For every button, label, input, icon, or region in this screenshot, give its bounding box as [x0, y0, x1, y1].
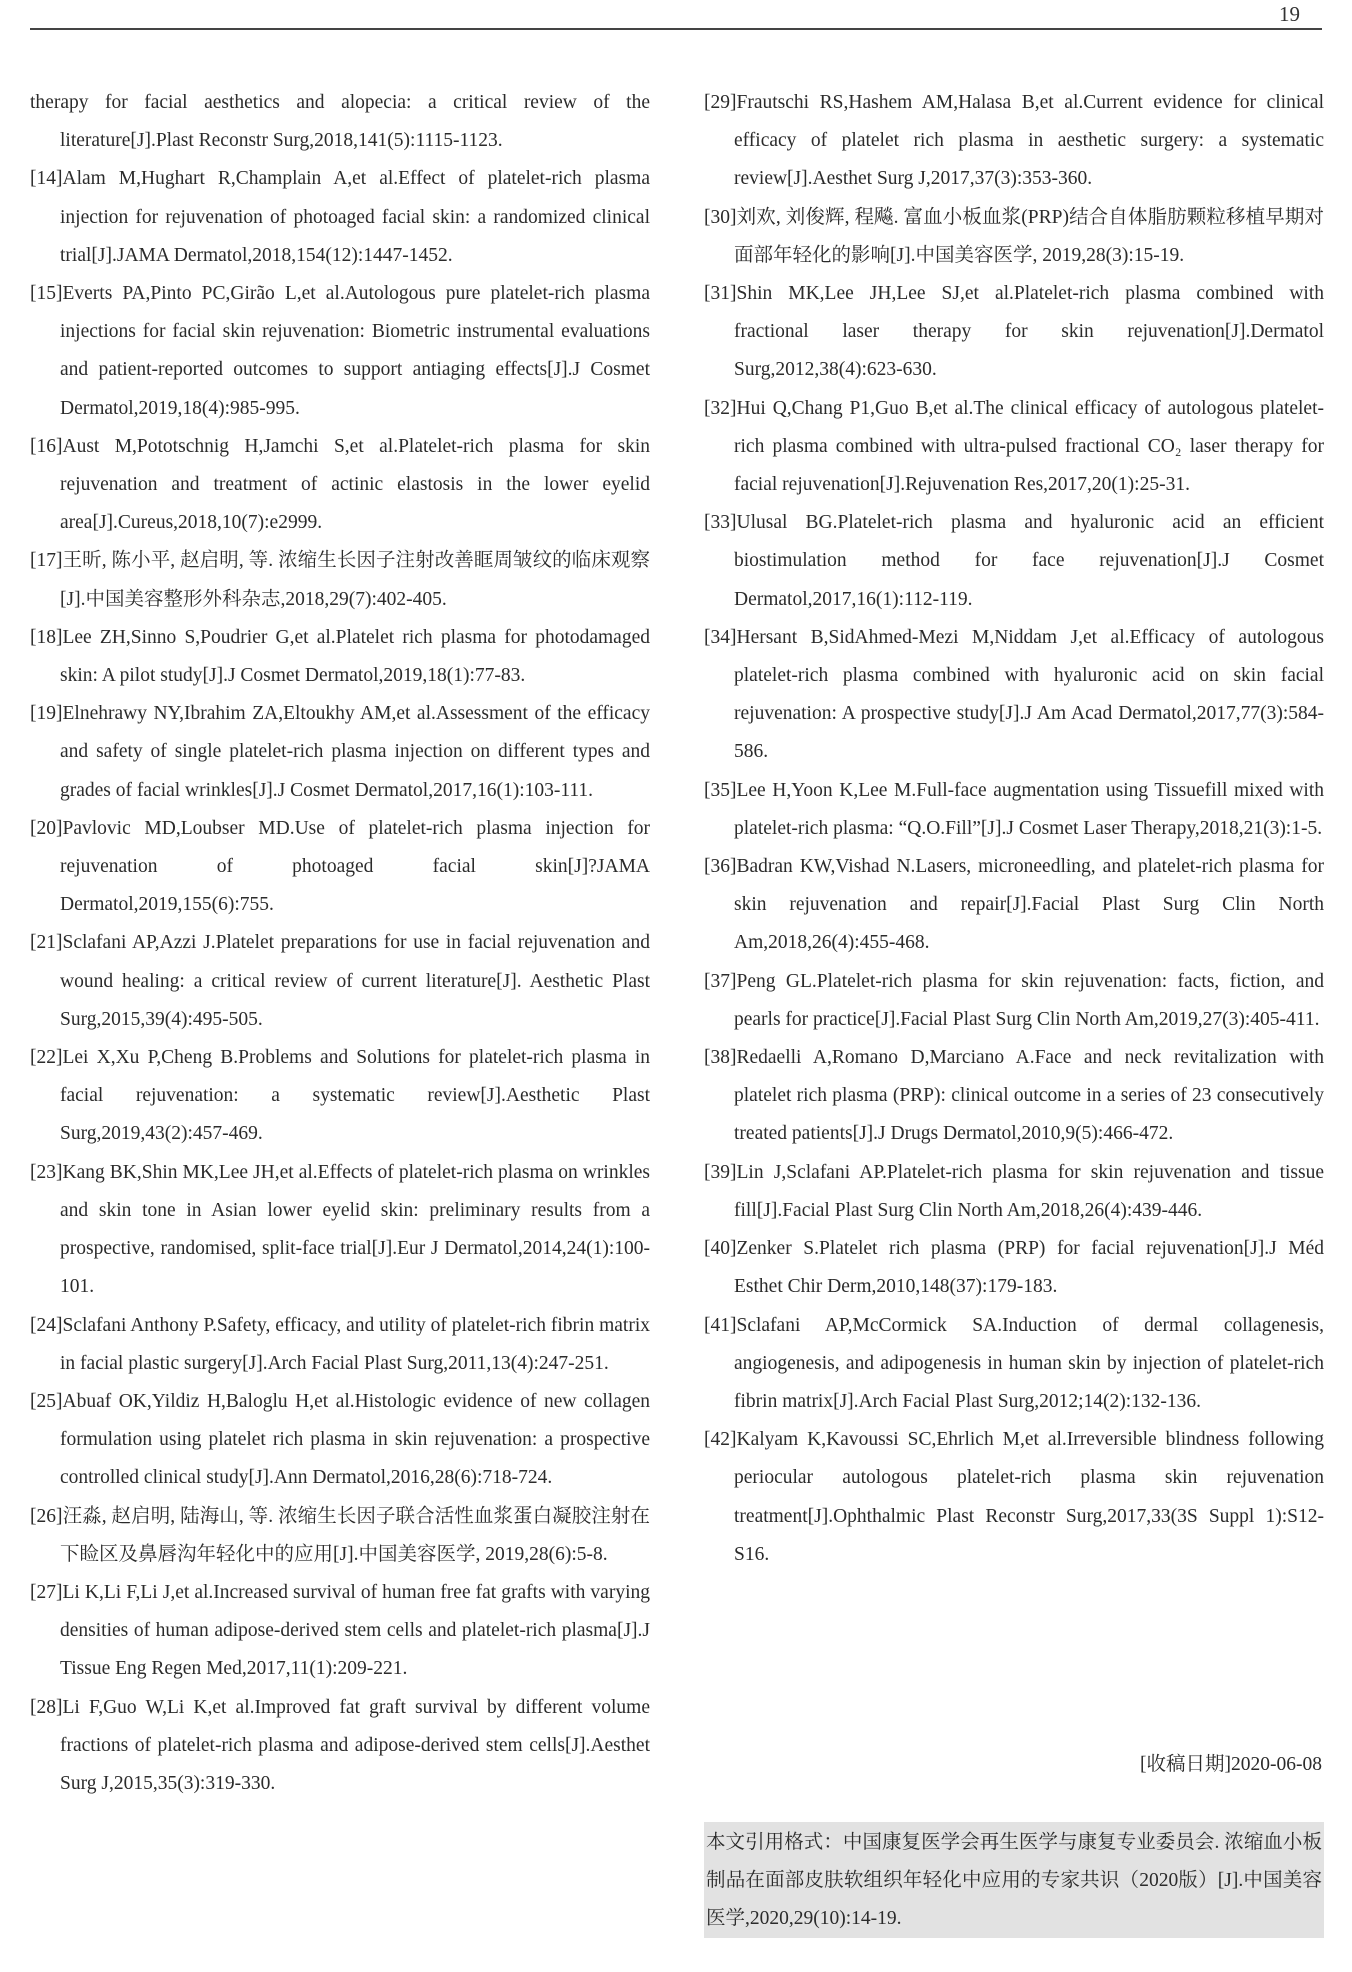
references-left-column [30, 84, 650, 1803]
received-date: [收稿日期]2020-06-08 [1140, 1754, 1322, 1775]
reference-40: [40]Zenker S.Platelet rich plasma (PRP) for facial rejuvenation[J].J Méd Esthet Chir Derm,2010,148(37):179-183. [704, 1238, 1324, 1298]
citation-format-box [704, 1822, 1324, 1938]
reference-35: [35]Lee H,Yoon K,Lee M.Full-face augmentation using Tissuefill mixed with platelet-rich plasma: “Q.O.Fill”[J].J Cosmet Laser Therapy,2018,21(3):1-5. [704, 779, 1324, 839]
reference-29: [29]Frautschi RS,Hashem AM,Halasa B,et al.Current evidence for clinical efficacy of platelet rich plasma in aesthetic surgery: a systematic review[J].Aesthet Surg J,2017,37(3):353-360. [704, 92, 1324, 190]
header-rule [30, 28, 1322, 30]
reference-32: [32]Hui Q,Chang P1,Guo B,et al.The clinical efficacy of autologous platelet-rich plasma combined with ultra-pulsed fractional CO₂ laser therapy for facial rejuvenation[J].Rejuvenation Res,2017,20(1):25-31. [704, 397, 1324, 496]
reference-37: [37]Peng GL.Platelet-rich plasma for skin rejuvenation: facts, fiction, and pearls for practice[J].Facial Plast Surg Clin North Am,2019,27(3):405-411. [704, 970, 1324, 1030]
reference-26: [26]汪淼, 赵启明, 陆海山, 等. 浓缩生长因子联合活性血浆蛋白凝胶注射在下睑区及鼻唇沟年轻化中的应用[J].中国美容医学, 2019,28(6):5-8. [30, 1505, 650, 1565]
reference-20: [20]Pavlovic MD,Loubser MD.Use of platelet-rich plasma injection for rejuvenation of photoaged facial skin[J]?JAMA Dermatol,2019,155(6):755. [30, 817, 650, 916]
reference-17: [17]王昕, 陈小平, 赵启明, 等. 浓缩生长因子注射改善眶周皱纹的临床观察[J].中国美容整形外科杂志,2018,29(7):402-405. [30, 550, 650, 610]
reference-34: [34]Hersant B,SidAhmed-Mezi M,Niddam J,et al.Efficacy of autologous platelet-rich plasma combined with hyaluronic acid on skin facial rejuvenation: A prospective study[J].J Am Acad Dermatol,2017,77(3):584-586. [704, 626, 1324, 763]
reference-38: [38]Redaelli A,Romano D,Marciano A.Face and neck revitalization with platelet rich plasma (PRP): clinical outcome in a series of 23 consecutively treated patients[J].J Drugs Dermatol,2010,9(5):466-472. [704, 1047, 1324, 1145]
reference-30: [30]刘欢, 刘俊辉, 程飚. 富血小板血浆(PRP)结合自体脂肪颗粒移植早期对面部年轻化的影响[J].中国美容医学, 2019,28(3):15-19. [704, 206, 1324, 266]
reference-18: [18]Lee ZH,Sinno S,Poudrier G,et al.Platelet rich plasma for photodamaged skin: A pilot study[J].J Cosmet Dermatol,2019,18(1):77-83. [30, 626, 650, 687]
reference-31: [31]Shin MK,Lee JH,Lee SJ,et al.Platelet-rich plasma combined with fractional laser therapy for skin rejuvenation[J].Dermatol Surg,2012,38(4):623-630. [704, 283, 1324, 381]
reference-23: [23]Kang BK,Shin MK,Lee JH,et al.Effects of platelet-rich plasma on wrinkles and skin tone in Asian lower eyelid skin: preliminary results from a prospective, randomised, split-face trial[J].Eur J Dermatol,2014,24(1):100-101. [30, 1161, 650, 1298]
reference-25: [25]Abuaf OK,Yildiz H,Baloglu H,et al.Histologic evidence of new collagen formulation using platelet rich plasma in skin rejuvenation: a prospective controlled clinical study[J].Ann Dermatol,2016,28(6):718-724. [30, 1390, 650, 1489]
reference-16: [16]Aust M,Pototschnig H,Jamchi S,et al.Platelet-rich plasma for skin rejuvenation and treatment of actinic elastosis in the lower eyelid area[J].Cureus,2018,10(7):e2999. [30, 435, 650, 534]
page-number: 19 [1279, 2, 1300, 26]
reference-33: [33]Ulusal BG.Platelet-rich plasma and hyaluronic acid an efficient biostimulation method for face rejuvenation[J].J Cosmet Dermatol,2017,16(1):112-119. [704, 512, 1324, 610]
citation-format-text: 本文引用格式：中国康复医学会再生医学与康复专业委员会. 浓缩血小板制品在面部皮肤软组织年轻化中应用的专家共识（2020版）[J].中国美容医学,2020,29(10):14-19. [706, 1832, 1322, 1929]
reference-39: [39]Lin J,Sclafani AP.Platelet-rich plasma for skin rejuvenation and tissue fill[J].Facial Plast Surg Clin North Am,2018,26(4):439-446. [704, 1161, 1324, 1221]
reference-19: [19]Elnehrawy NY,Ibrahim ZA,Eltoukhy AM,et al.Assessment of the efficacy and safety of single platelet-rich plasma injection on different types and grades of facial wrinkles[J].J Cosmet Dermatol,2017,16(1):103-111. [30, 703, 650, 801]
reference-28: [28]Li F,Guo W,Li K,et al.Improved fat graft survival by different volume fractions of platelet-rich plasma and adipose-derived stem cells[J].Aesthet Surg J,2015,35(3):319-330. [30, 1696, 650, 1794]
reference-24: [24]Sclafani Anthony P.Safety, efficacy, and utility of platelet-rich fibrin matrix in facial plastic surgery[J].Arch Facial Plast Surg,2011,13(4):247-251. [30, 1314, 650, 1374]
reference-27: [27]Li K,Li F,Li J,et al.Increased survival of human free fat grafts with varying densities of human adipose-derived stem cells and platelet-rich plasma[J].J Tissue Eng Regen Med,2017,11(1):209-221. [30, 1581, 650, 1680]
reference-15: [15]Everts PA,Pinto PC,Girão L,et al.Autologous pure platelet-rich plasma injections for facial skin rejuvenation: Biometric instrumental evaluations and patient-reported outcomes to support antiaging effects[J].J Cosmet Dermatol,2019,18(4):985-995. [30, 283, 650, 419]
reference-41: [41]Sclafani AP,McCormick SA.Induction of dermal collagenesis, angiogenesis, and adipogenesis in human skin by injection of platelet-rich fibrin matrix[J].Arch Facial Plast Surg,2012;14(2):132-136. [704, 1314, 1324, 1412]
reference-14: [14]Alam M,Hughart R,Champlain A,et al.Effect of platelet-rich plasma injection for rejuvenation of photoaged facial skin: a randomized clinical trial[J].JAMA Dermatol,2018,154(12):1447-1452. [30, 168, 650, 266]
reference-21: [21]Sclafani AP,Azzi J.Platelet preparations for use in facial rejuvenation and wound healing: a critical review of current literature[J]. Aesthetic Plast Surg,2015,39(4):495-505. [30, 932, 650, 1030]
reference-36: [36]Badran KW,Vishad N.Lasers, microneedling, and platelet-rich plasma for skin rejuvenation and repair[J].Facial Plast Surg Clin North Am,2018,26(4):455-468. [704, 856, 1324, 954]
reference-13-continued: therapy for facial aesthetics and alopecia: a critical review of the literature[J].Plast Reconstr Surg,2018,141(5):1115-1123. [30, 92, 650, 152]
reference-42: [42]Kalyam K,Kavoussi SC,Ehrlich M,et al.Irreversible blindness following periocular autologous platelet-rich plasma skin rejuvenation treatment[J].Ophthalmic Plast Reconstr Surg,2017,33(3S Suppl 1):S12-S16. [704, 1429, 1324, 1565]
references-right-column [704, 84, 1324, 1574]
reference-22: [22]Lei X,Xu P,Cheng B.Problems and Solutions for platelet-rich plasma in facial rejuvenation: a systematic review[J].Aesthetic Plast Surg,2019,43(2):457-469. [30, 1047, 650, 1145]
